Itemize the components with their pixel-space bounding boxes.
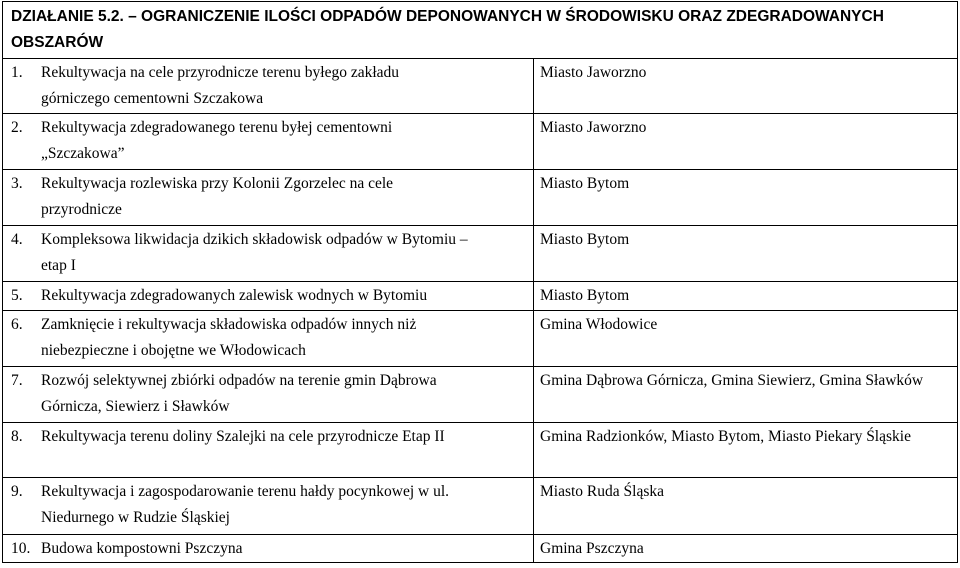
action-line-2: etap I xyxy=(41,257,76,274)
action-cell xyxy=(3,59,534,114)
action-line-1: Rekultywacja na cele przyrodnicze terenu byłego zakładu xyxy=(41,64,400,81)
action-line-1: Rekultywacja zdegradowanego terenu byłej cementowni xyxy=(41,119,393,136)
action-line-1: Rekultywacja terenu doliny Szalejki na cele przyrodnicze Etap II xyxy=(41,428,445,445)
action-cell xyxy=(3,114,534,170)
heading-row xyxy=(3,2,958,59)
action-cell xyxy=(3,423,534,478)
action-cell xyxy=(3,535,534,563)
table-row xyxy=(3,170,958,226)
action-line-1: Kompleksowa likwidacja dzikich składowisk odpadów w Bytomiu – xyxy=(41,231,468,248)
row-number: 9. xyxy=(11,483,23,500)
row-number: 6. xyxy=(11,316,23,333)
unit-cell: Gmina Pszczyna xyxy=(534,535,958,563)
heading-line-1: DZIAŁANIE 5.2. – OGRANICZENIE ILOŚCI ODPADÓW DEPONOWANYCH W ŚRODOWISKU ORAZ ZDEGRADOWANYCH xyxy=(11,8,884,25)
row-number: 2. xyxy=(11,119,23,136)
row-number: 7. xyxy=(11,372,23,389)
unit-cell: Miasto Ruda Śląska xyxy=(534,478,958,535)
action-line-2: Niedurnego w Rudzie Śląskiej xyxy=(41,509,230,526)
unit-cell: Miasto Jaworzno xyxy=(534,114,958,170)
unit-cell: Miasto Bytom xyxy=(534,226,958,282)
action-cell xyxy=(3,170,534,226)
row-number: 5. xyxy=(11,287,23,304)
row-number: 3. xyxy=(11,175,23,192)
table-row xyxy=(3,114,958,170)
action-line-2: przyrodnicze xyxy=(41,201,122,218)
table-row xyxy=(3,59,958,114)
row-number: 1. xyxy=(11,64,23,81)
action-line-1: Rekultywacja rozlewiska przy Kolonii Zgorzelec na cele xyxy=(41,175,394,192)
action-line-2: „Szczakowa” xyxy=(41,145,125,162)
action-line-1: Rekultywacja i zagospodarowanie terenu hałdy pocynkowej w ul. xyxy=(41,483,450,500)
action-cell xyxy=(3,367,534,423)
unit-cell: Gmina Radzionków, Miasto Bytom, Miasto Piekary Śląskie xyxy=(534,423,958,478)
action-cell xyxy=(3,226,534,282)
table-row xyxy=(3,226,958,282)
row-number: 8. xyxy=(11,428,23,445)
row-number: 4. xyxy=(11,231,23,248)
table-row xyxy=(3,311,958,367)
table-row xyxy=(3,282,958,311)
unit-cell: Miasto Bytom xyxy=(534,170,958,226)
section-heading xyxy=(3,2,958,59)
action-line-1: Budowa kompostowni Pszczyna xyxy=(41,540,243,557)
action-line-2: Górnicza, Siewierz i Sławków xyxy=(41,398,230,415)
action-line-2: niebezpieczne i obojętne we Włodowicach xyxy=(41,342,306,359)
action-line-1: Zamknięcie i rekultywacja składowiska odpadów innych niż xyxy=(41,316,417,333)
unit-cell: Miasto Bytom xyxy=(534,282,958,311)
action-table xyxy=(2,1,958,563)
heading-line-2: OBSZARÓW xyxy=(11,34,104,51)
action-cell xyxy=(3,282,534,311)
action-cell xyxy=(3,478,534,535)
table-row xyxy=(3,535,958,563)
action-line-1: Rozwój selektywnej zbiórki odpadów na terenie gmin Dąbrowa xyxy=(41,372,437,389)
action-line-2: górniczego cementowni Szczakowa xyxy=(41,90,264,107)
action-line-1: Rekultywacja zdegradowanych zalewisk wodnych w Bytomiu xyxy=(41,287,428,304)
table-row xyxy=(3,423,958,478)
row-number: 10. xyxy=(11,540,31,557)
action-cell xyxy=(3,311,534,367)
table-row xyxy=(3,478,958,535)
unit-cell: Miasto Jaworzno xyxy=(534,59,958,114)
table-row xyxy=(3,367,958,423)
unit-cell: Gmina Włodowice xyxy=(534,311,958,367)
unit-cell: Gmina Dąbrowa Górnicza, Gmina Siewierz, Gmina Sławków xyxy=(534,367,958,423)
